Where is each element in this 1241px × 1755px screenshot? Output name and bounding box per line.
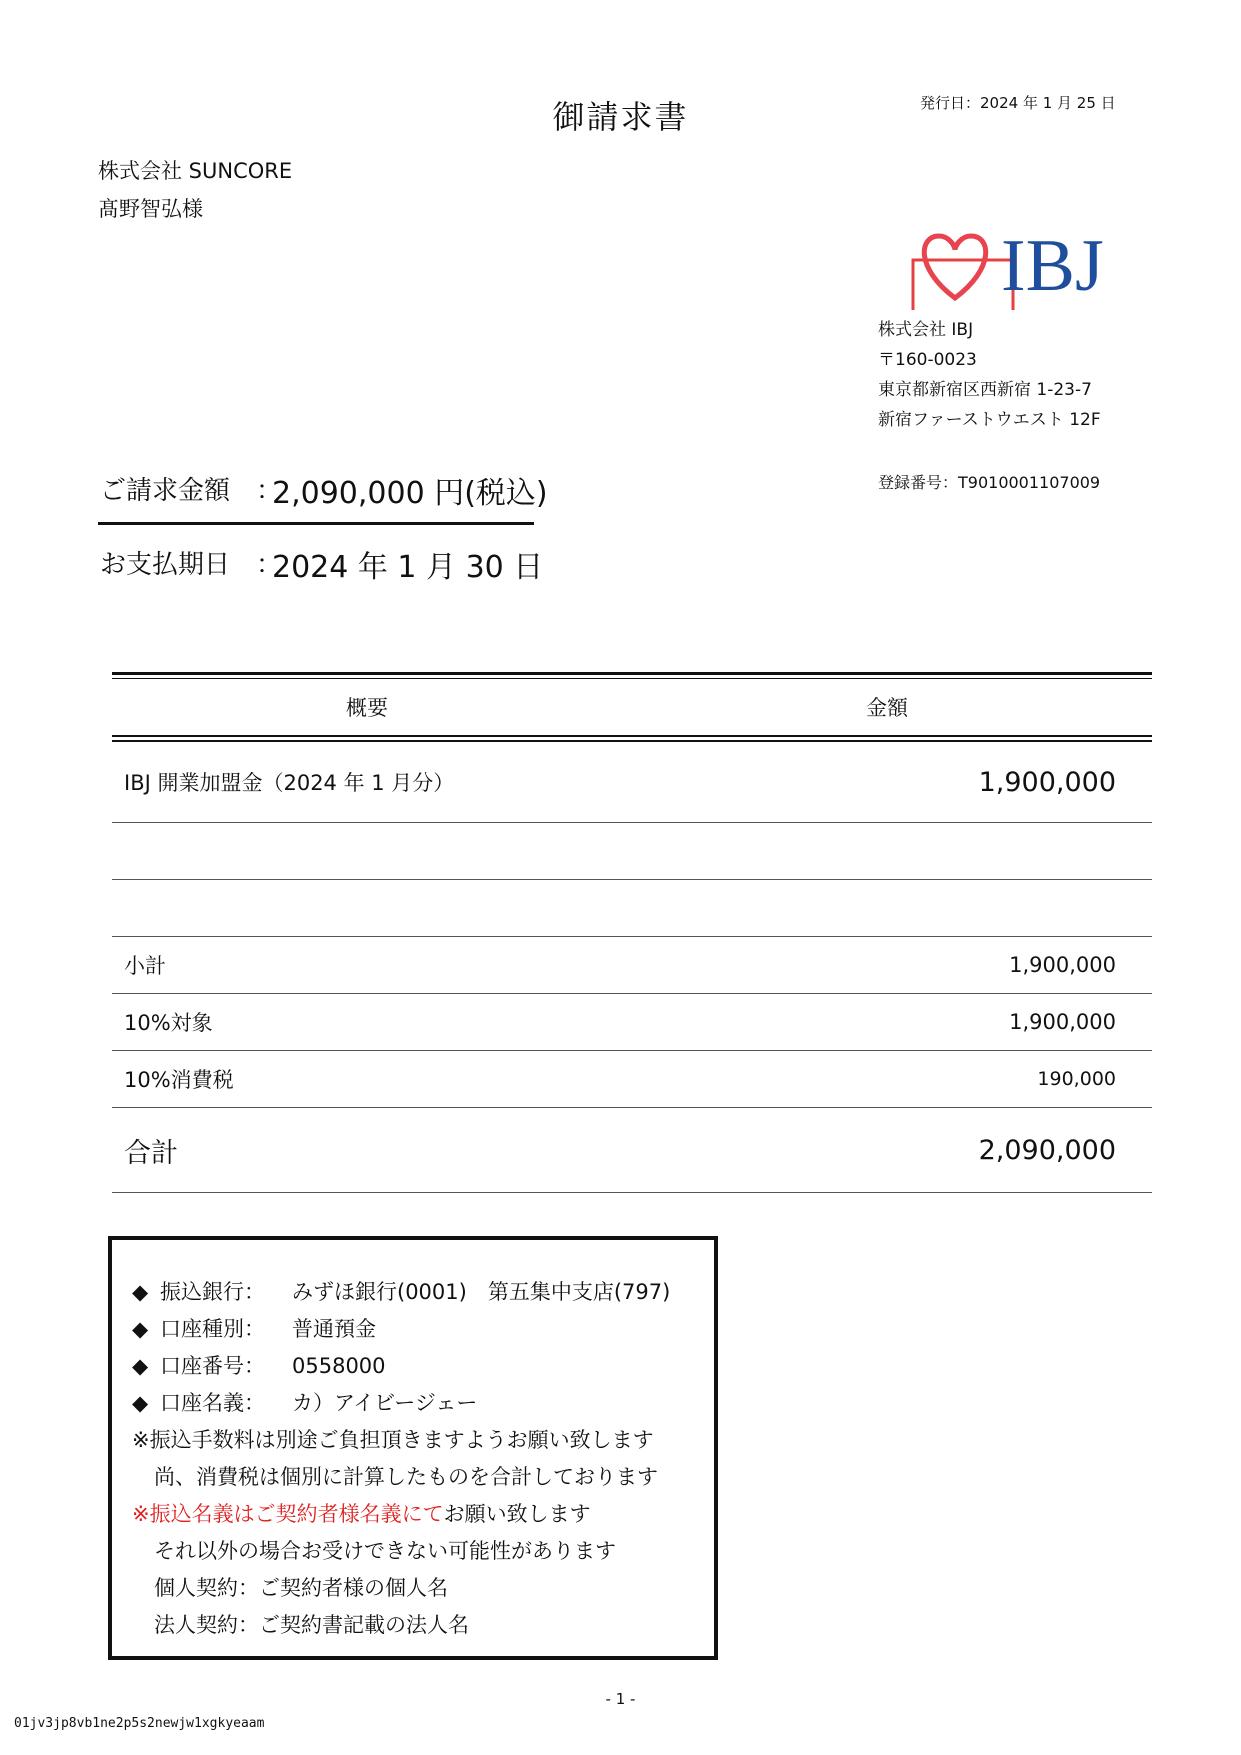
amount-underline [98, 522, 534, 525]
table-header [112, 679, 1152, 735]
empty-row [112, 823, 1152, 880]
item-description: IBJ 開業加盟金（2024 年 1 月分） [124, 771, 455, 795]
note-warning: それ以外の場合お受けできない可能性があります [154, 1539, 616, 1563]
subtotal-value: 1,900,000 [1009, 953, 1116, 977]
footer-code: 01jv3jp8vb1ne2p5s2newjw1xgkyeaam [14, 1716, 265, 1731]
total-label: 合計 [124, 1137, 178, 1169]
ibj-logo [905, 220, 1145, 310]
bank-info-box [108, 1236, 718, 1660]
client-block [98, 152, 292, 228]
account-type-value: 普通預金 [292, 1317, 376, 1341]
billing-amount-label: ご請求金額 ： [100, 476, 283, 506]
account-name-row [132, 1385, 670, 1422]
issuer-company: 株式会社 IBJ [878, 320, 974, 340]
table-header-rule [112, 735, 1152, 742]
issuer-address-1: 東京都新宿区西新宿 1-23-7 [878, 380, 1092, 400]
header-amount: 金額 [866, 696, 908, 720]
taxable-row [112, 994, 1152, 1051]
heart-icon [924, 236, 985, 298]
diamond-bullet-icon: ◆ [132, 1354, 149, 1378]
bank-label: 振込銀行： [160, 1280, 265, 1304]
note-name [132, 1496, 670, 1533]
account-number-row [132, 1348, 670, 1385]
account-type-row [132, 1311, 670, 1348]
note-name-rest: お願い致します [443, 1502, 591, 1526]
note-individual: 個人契約：ご契約者様の個人名 [154, 1576, 448, 1600]
diamond-bullet-icon: ◆ [132, 1280, 149, 1304]
tax-label: 10%消費税 [124, 1068, 234, 1092]
account-name-label: 口座名義： [160, 1391, 265, 1415]
tax-value: 190,000 [1037, 1068, 1116, 1090]
ibj-logo-text: IBJ [1001, 225, 1104, 307]
taxable-value: 1,900,000 [1009, 1010, 1116, 1034]
note-name-prefix: ※ [132, 1502, 150, 1526]
subtotal-label: 小計 [124, 954, 166, 978]
subtotal-row [112, 937, 1152, 994]
issue-date: 発行日：2024 年 1 月 25 日 [920, 94, 1116, 112]
client-company: 株式会社 SUNCORE [98, 159, 293, 183]
bank-row [132, 1274, 670, 1311]
issuer-postal: 〒160-0023 [878, 350, 977, 370]
total-row [112, 1108, 1152, 1193]
invoice-table [112, 672, 1152, 1193]
table-row [112, 742, 1152, 823]
account-name-value: カ）アイビージェー [292, 1391, 478, 1415]
total-value: 2,090,000 [978, 1134, 1116, 1166]
issuer-block [878, 315, 1101, 435]
client-person: 髙野智弘様 [98, 197, 203, 221]
account-number-value: 0558000 [292, 1354, 386, 1378]
note-tax: 尚、消費税は個別に計算したものを合計しております [154, 1465, 658, 1489]
table-top-rule [112, 672, 1152, 679]
empty-row [112, 880, 1152, 937]
due-date-value: 2024 年 1 月 30 日 [272, 550, 544, 585]
account-number-label: 口座番号： [160, 1354, 265, 1378]
item-amount: 1,900,000 [978, 766, 1116, 798]
issuer-address-2: 新宿ファーストウエスト 12F [878, 410, 1101, 430]
note-corporate: 法人契約：ご契約書記載の法人名 [154, 1613, 469, 1637]
due-date-label: お支払期日 ： [100, 550, 283, 580]
header-description: 概要 [346, 696, 388, 720]
registration-number: 登録番号：T9010001107009 [878, 473, 1101, 492]
billing-amount-value: 2,090,000 円(税込) [272, 476, 548, 511]
bank-value: みずほ銀行(0001) 第五集中支店(797) [292, 1280, 671, 1304]
tax-row [112, 1051, 1152, 1108]
diamond-bullet-icon: ◆ [132, 1317, 149, 1341]
document-title: 御請求書 [552, 98, 689, 136]
note-name-highlight: 振込名義はご契約者様名義にて [149, 1502, 444, 1526]
note-fee: ※振込手数料は別途ご負担頂きますようお願い致します [132, 1428, 654, 1452]
account-type-label: 口座種別： [160, 1317, 265, 1341]
taxable-label: 10%対象 [124, 1011, 213, 1035]
page-number: - 1 - [605, 1690, 636, 1708]
diamond-bullet-icon: ◆ [132, 1391, 149, 1415]
